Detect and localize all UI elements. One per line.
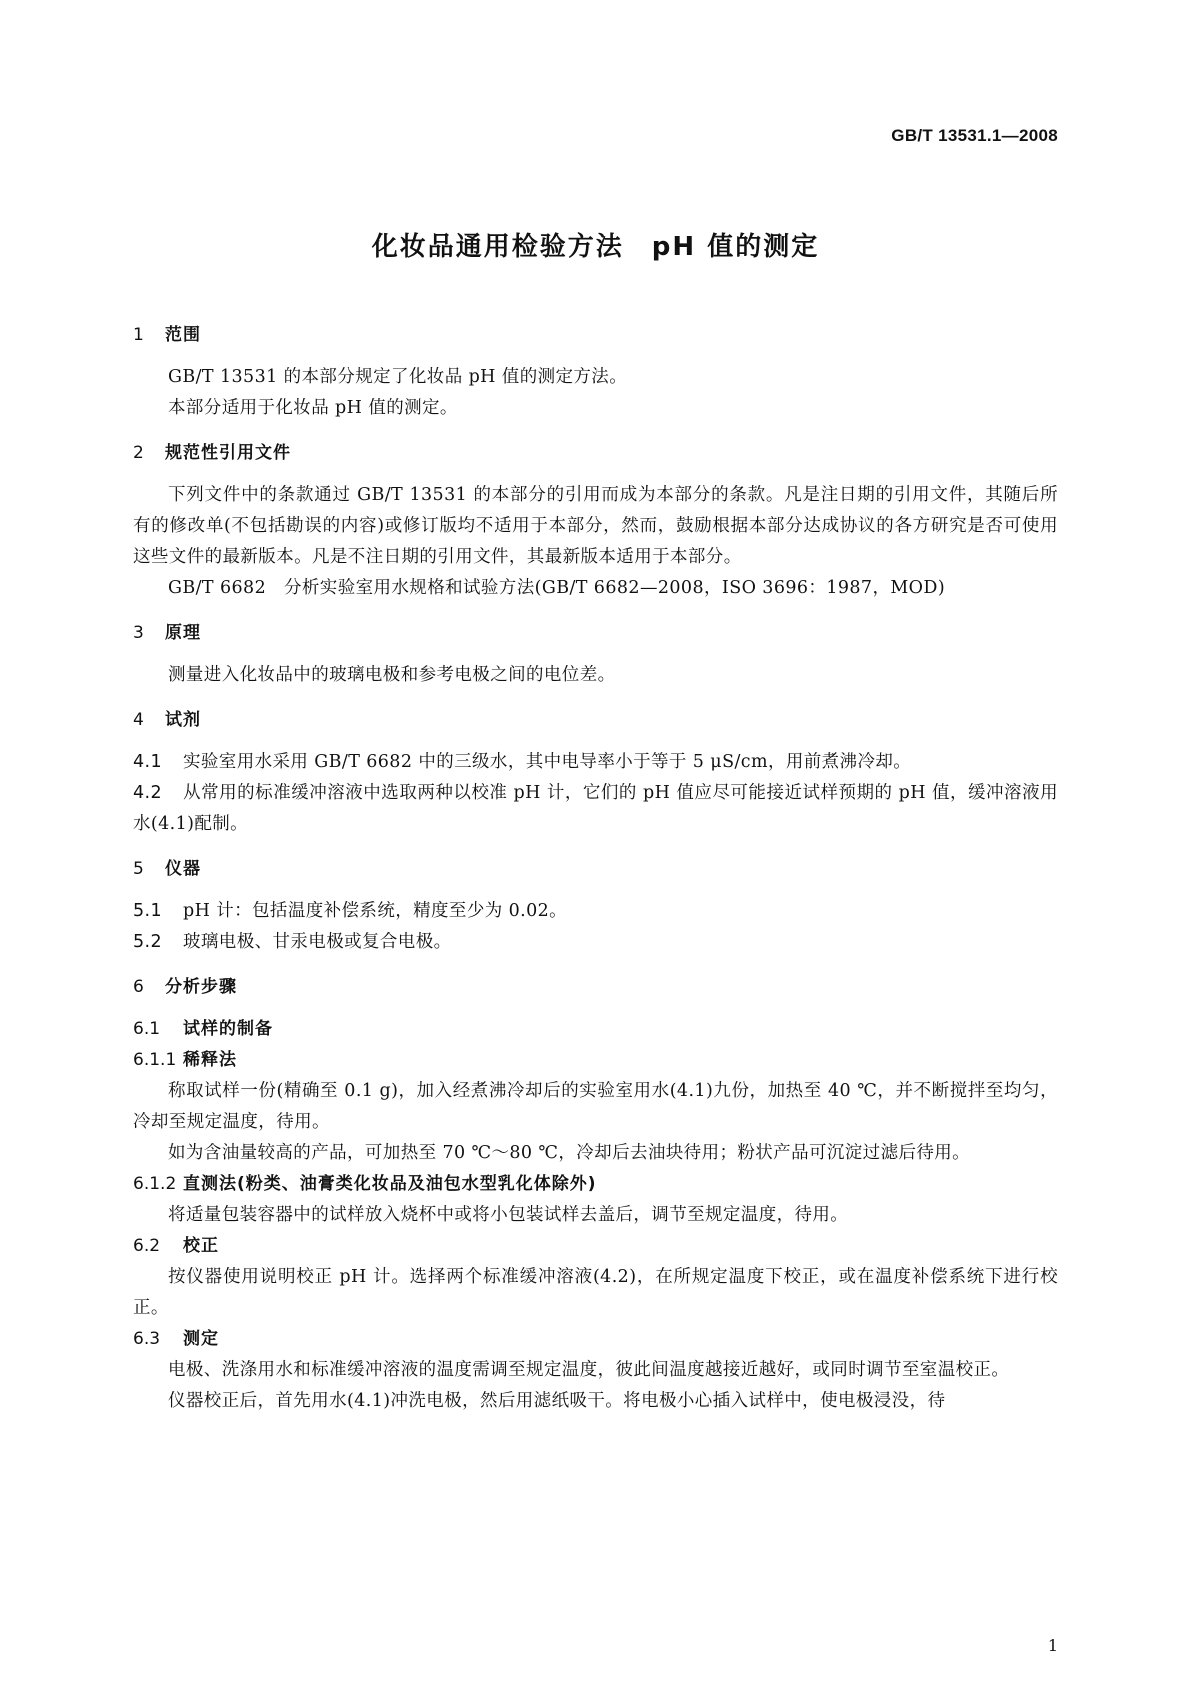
section-title: 仪器 <box>165 859 201 879</box>
clause-4-1 <box>133 747 1058 778</box>
reference-entry: GB/T 6682 分析实验室用水规格和试验方法(GB/T 6682—2008，ISO 3696：1987，MOD) <box>168 578 946 598</box>
paragraph: 测量进入化妆品中的玻璃电极和参考电极之间的电位差。 <box>168 665 616 685</box>
section-title: 范围 <box>165 325 201 345</box>
page-number: 1 <box>1047 1636 1058 1655</box>
document-title: 化妆品通用检验方法 pH 值的测定 <box>371 232 820 262</box>
document-body <box>133 322 1058 1417</box>
paragraph: 电极、洗涤用水和标准缓冲溶液的温度需调至规定温度，彼此间温度越接近越好，或同时调节至室温校正。 <box>168 1360 1010 1380</box>
clause-number: 5.2 <box>133 932 163 952</box>
subsection-number: 6.1 <box>133 1019 161 1039</box>
clause-text: 实验室用水采用 GB/T 6682 中的三级水，其中电导率小于等于 5 μS/cm，用前煮沸冷却。 <box>183 752 912 772</box>
section-3-heading <box>133 620 1058 646</box>
subsection-title: 校正 <box>183 1236 219 1256</box>
clause-5-1 <box>133 896 1058 927</box>
clause-number: 4.2 <box>133 783 163 803</box>
subsection-6-1-2-heading <box>133 1169 1058 1200</box>
subsection-6-1-1-heading <box>133 1045 1058 1076</box>
section-1-heading <box>133 322 1058 348</box>
section-number: 6 <box>133 977 145 997</box>
paragraph: 本部分适用于化妆品 pH 值的测定。 <box>168 398 458 418</box>
section-number: 1 <box>133 325 145 345</box>
paragraph: 称取试样一份(精确至 0.1 g)，加入经煮沸冷却后的实验室用水(4.1)九份，加热至 40 ℃，并不断搅拌至均匀，冷却至规定温度，待用。 <box>133 1081 1058 1132</box>
section-title: 原理 <box>165 623 201 643</box>
subsection-title: 测定 <box>183 1329 219 1349</box>
paragraph: 如为含油量较高的产品，可加热至 70 ℃～80 ℃，冷却后去油块待用；粉状产品可沉淀过滤后待用。 <box>168 1143 971 1163</box>
standard-number: GB/T 13531.1—2008 <box>891 126 1058 145</box>
subsection-6-3-heading <box>133 1324 1058 1355</box>
clause-5-2 <box>133 927 1058 958</box>
clause-number: 5.1 <box>133 901 163 921</box>
subsection-title: 稀释法 <box>183 1050 237 1070</box>
paragraph: 将适量包装容器中的试样放入烧杯中或将小包装试样去盖后，调节至规定温度，待用。 <box>168 1205 849 1225</box>
paragraph: 按仪器使用说明校正 pH 计。选择两个标准缓冲溶液(4.2)，在所规定温度下校正，或在温度补偿系统下进行校正。 <box>133 1267 1058 1318</box>
section-title: 分析步骤 <box>165 977 237 997</box>
clause-text: pH 计：包括温度补偿系统，精度至少为 0.02。 <box>183 901 568 921</box>
section-number: 4 <box>133 710 145 730</box>
clause-text: 玻璃电极、甘汞电极或复合电极。 <box>183 932 452 952</box>
clause-number: 4.1 <box>133 752 163 772</box>
subsection-6-1-heading <box>133 1014 1058 1045</box>
section-5-heading <box>133 856 1058 882</box>
clause-4-2 <box>133 778 1058 840</box>
subsection-title: 直测法(粉类、油膏类化妆品及油包水型乳化体除外) <box>183 1174 597 1194</box>
section-6-heading <box>133 974 1058 1000</box>
subsection-number: 6.3 <box>133 1329 161 1349</box>
section-2-heading <box>133 440 1058 466</box>
clause-text: 从常用的标准缓冲溶液中选取两种以校准 pH 计，它们的 pH 值应尽可能接近试样预期的 pH 值，缓冲溶液用水(4.1)配制。 <box>133 783 1058 834</box>
subsection-number: 6.1.1 <box>133 1050 177 1070</box>
paragraph: GB/T 13531 的本部分规定了化妆品 pH 值的测定方法。 <box>168 367 628 387</box>
paragraph: 仪器校正后，首先用水(4.1)冲洗电极，然后用滤纸吸干。将电极小心插入试样中，使电极浸没，待 <box>168 1391 946 1411</box>
subsection-6-2-heading <box>133 1231 1058 1262</box>
subsection-title: 试样的制备 <box>183 1019 273 1039</box>
section-number: 2 <box>133 443 145 463</box>
subsection-number: 6.2 <box>133 1236 161 1256</box>
section-title: 试剂 <box>165 710 201 730</box>
section-number: 5 <box>133 859 145 879</box>
subsection-number: 6.1.2 <box>133 1174 177 1194</box>
section-number: 3 <box>133 623 145 643</box>
section-title: 规范性引用文件 <box>165 443 291 463</box>
paragraph: 下列文件中的条款通过 GB/T 13531 的本部分的引用而成为本部分的条款。凡是注日期的引用文件，其随后所有的修改单(不包括勘误的内容)或修订版均不适用于本部分，然而，鼓励根据本部分达成协议的各方研究是否可使用这些文件的最新版本。凡是不注日期的引用文件，其最新版本适用于本部分。 <box>133 485 1058 567</box>
section-4-heading <box>133 707 1058 733</box>
